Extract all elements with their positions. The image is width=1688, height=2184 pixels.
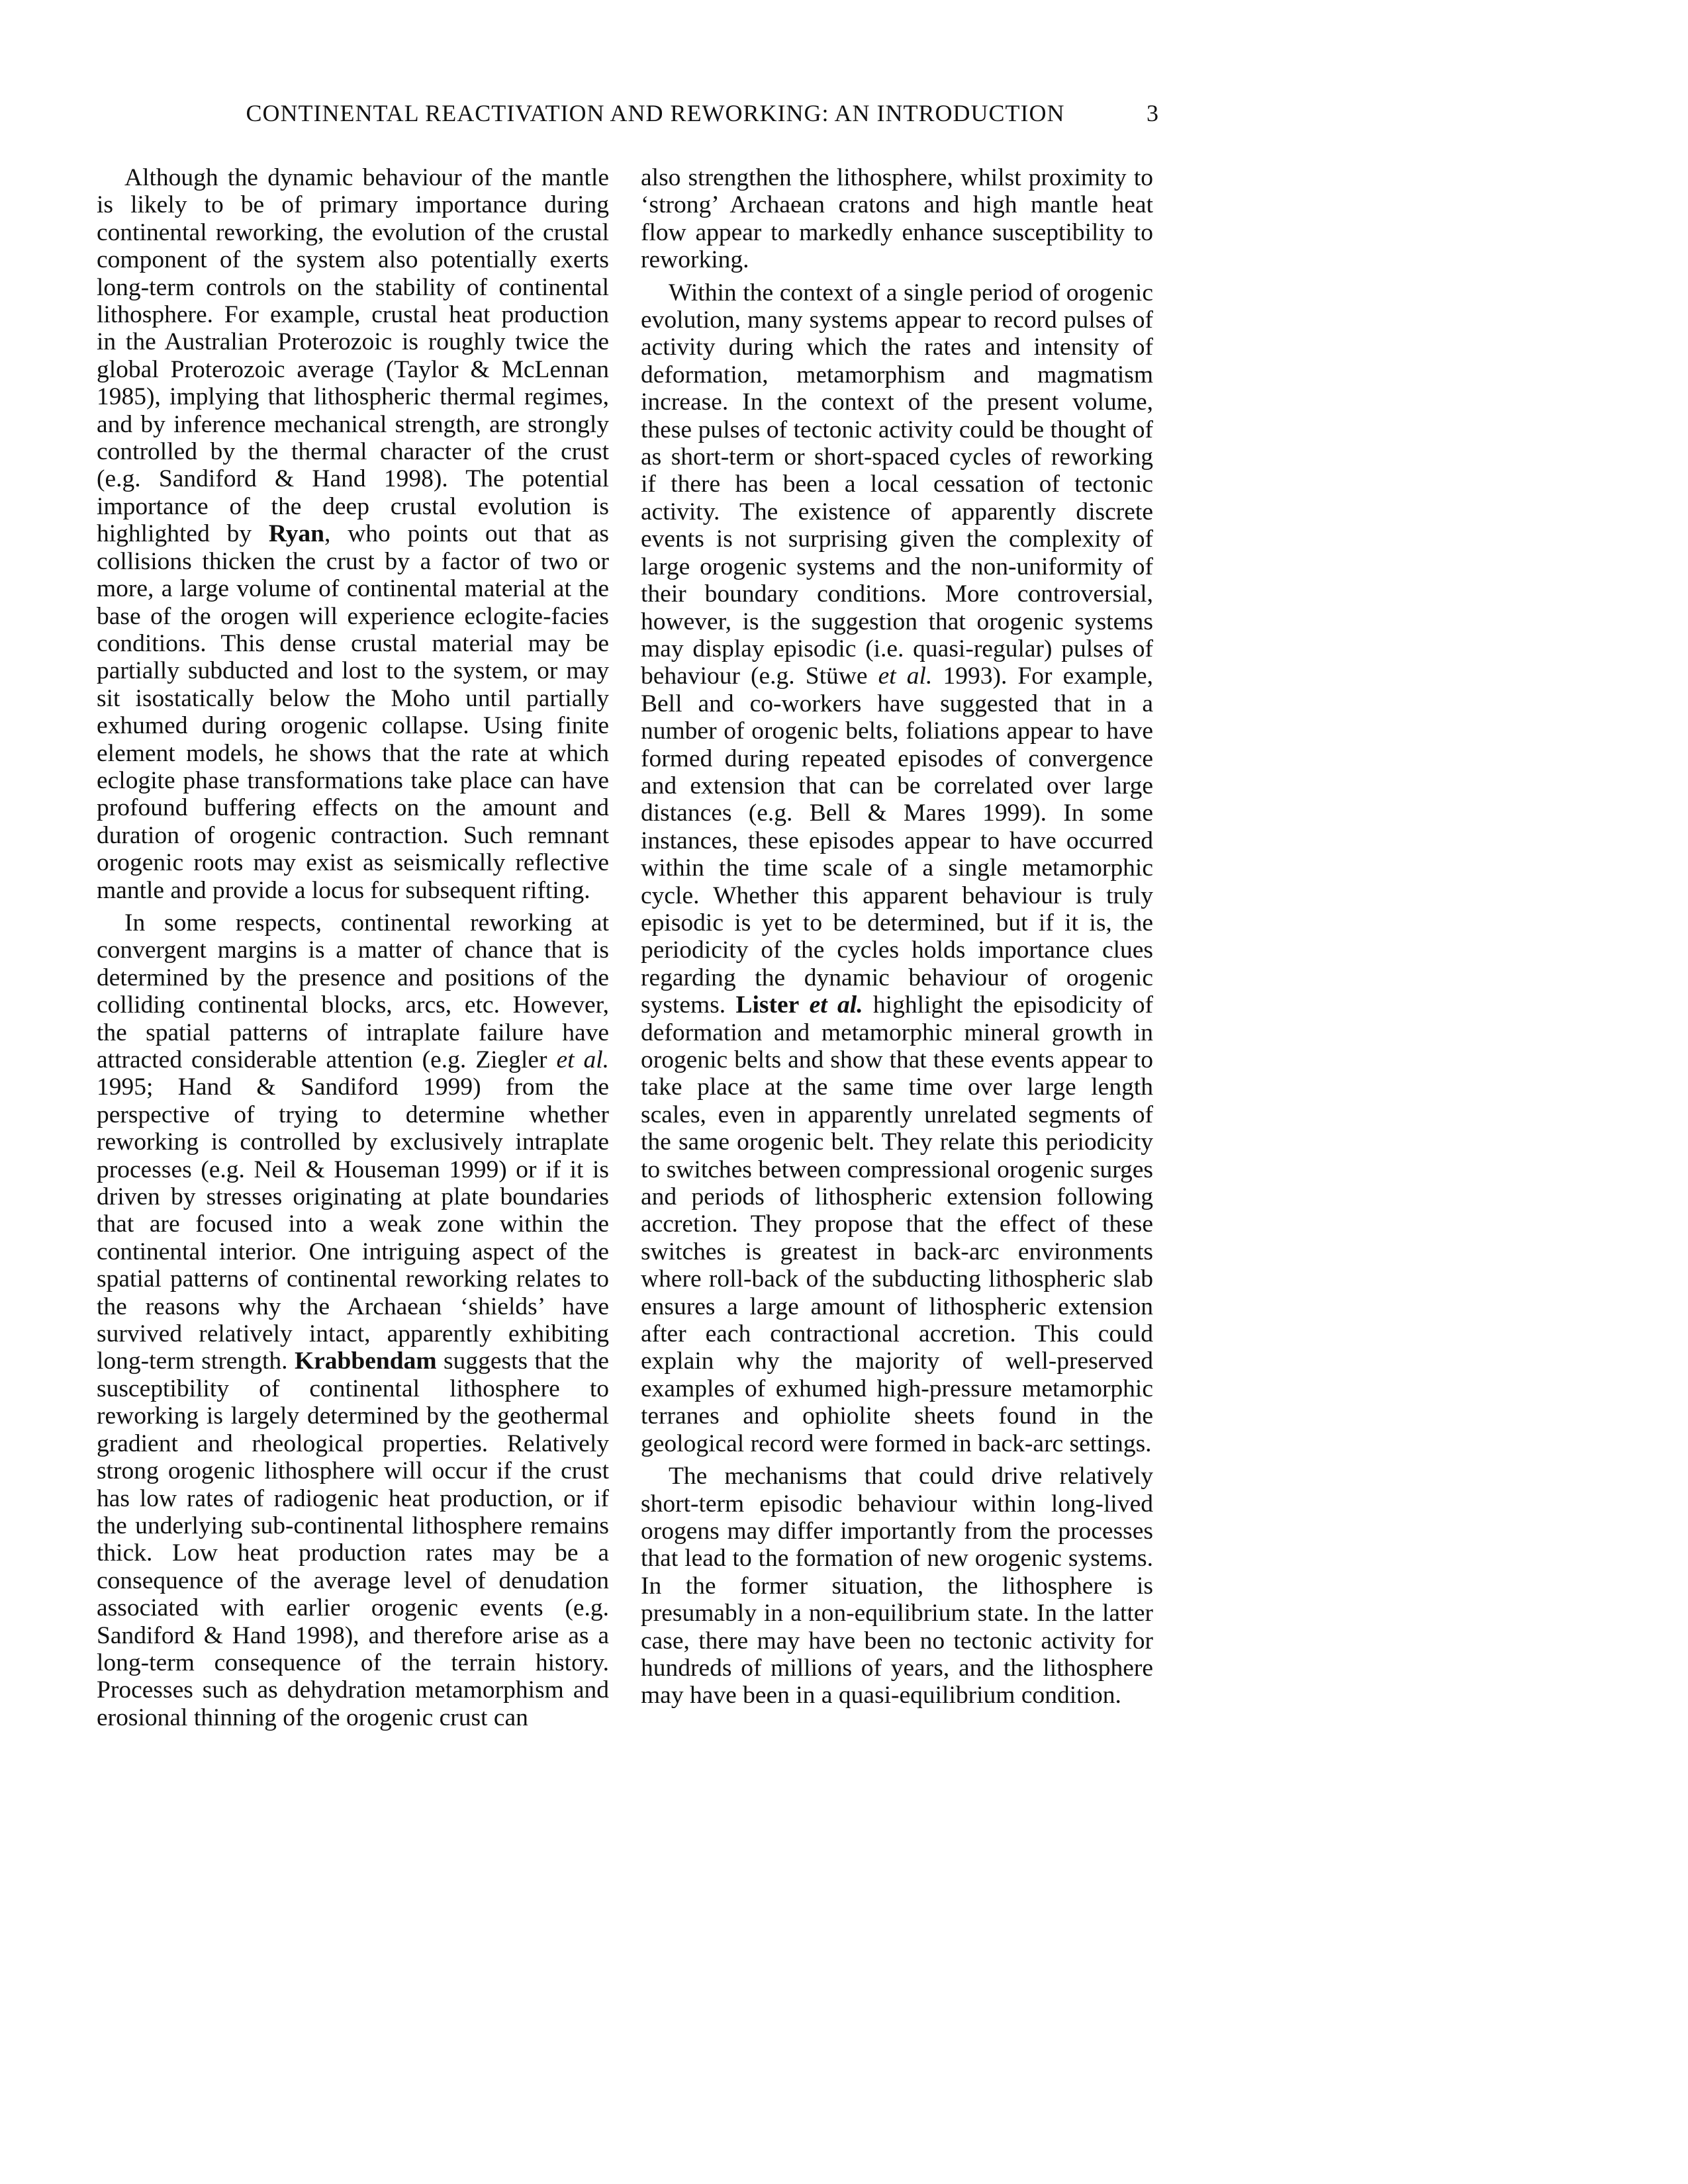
paragraph [97, 909, 609, 1731]
text-run: Within the context of a single period of orogenic evolution, many systems appear to record pulses of activity during which the rates and intensity of deformation, metamorphism and magmatism increase. In the context of the present volume, these pulses of tectonic activity could be thought of as short-term or short-spaced cycles of reworking if there has been a local cessation of tectonic activity. The existence of apparently discrete events is not surprising given the complexity of large orogenic systems and the non-uniformity of their boundary conditions. More controversial, however, is the suggestion that orogenic systems may display episodic (i.e. quasi-regular) pulses of behaviour (e.g. Stüwe [641, 279, 1153, 690]
author-et-al: et al. [809, 991, 863, 1019]
text-run: 1995; Hand & Sandiford 1999) from the perspective of trying to determine whether reworking is controlled by exclusively intraplate processes (e.g. Neil & Houseman 1999) or if it is driven by stresses originating at plate boundaries that are focused into a weak zone within the continental interior. One intriguing aspect of the spatial patterns of continental reworking relates to the reasons why the Archaean ‘shields’ have survived relatively intact, apparently exhibiting long-term strength. [97, 1073, 609, 1375]
et-al: et al. [878, 662, 933, 690]
right-column [641, 164, 1153, 1715]
text-run: Although the dynamic behaviour of the mantle is likely to be of primary importance during continental reworking, the evolution of the crustal component of the system also potentially exerts long-term controls on the stability of continental lithosphere. For example, crustal heat production in the Australian Proterozoic is roughly twice the global Proterozoic average (Taylor & McLennan 1985), implying that lithospheric thermal regimes, and by inference mechanical strength, are strongly controlled by the thermal character of the crust (e.g. Sandiford & Hand 1998). The potential importance of the deep crustal evolution is highlighted by [97, 164, 609, 548]
paragraph [641, 1463, 1153, 1709]
author-name: Krabbendam [294, 1347, 437, 1375]
author-name: Ryan [268, 520, 325, 548]
paragraph [97, 164, 609, 904]
text-run: The mechanisms that could drive relatively short-term episodic behaviour within long-lived orogens may differ importantly from the processes that lead to the formation of new orogenic systems. In the former situation, the lithosphere is presumably in a non-equilibrium state. In the latter case, there may have been no tectonic activity for hundreds of millions of years, and the lithosphere may have been in a quasi-equilibrium condition. [641, 1463, 1153, 1709]
text-run: , who points out that as collisions thicken the crust by a factor of two or more, a large volume of continental material at the base of the orogen will experience eclogite-facies conditions. This dense crustal material may be partially subducted and lost to the system, or may sit isostatically below the Moho until partially exhumed during orogenic collapse. Using finite element models, he shows that the rate at which eclogite phase transformations take place can have profound buffering effects on the amount and duration of orogenic contraction. Such remnant orogenic roots may exist as seismically reflective mantle and provide a locus for subsequent rifting. [97, 520, 609, 904]
paragraph-continued [641, 164, 1153, 274]
running-head-title: CONTINENTAL REACTIVATION AND REWORKING: AN INTRODUCTION [246, 100, 1065, 126]
text-run: suggests that the susceptibility of continental lithosphere to reworking is largely determined by the geothermal gradient and rheological properties. Relatively strong orogenic lithosphere will occur if the crust has low rates of radiogenic heat production, or if the underlying sub-continental lithosphere remains thick. Low heat production rates may be a consequence of the average level of denudation associated with earlier orogenic events (e.g. Sandiford & Hand 1998), and therefore arise as a long-term consequence of the terrain history. Processes such as dehydration metamorphism and erosional thinning of the orogenic crust can [97, 1347, 609, 1731]
et-al: et al. [556, 1046, 609, 1073]
text-run: also strengthen the lithosphere, whilst proximity to ‘strong’ Archaean cratons and high mantle heat flow appear to markedly enhance susceptibility to reworking. [641, 164, 1153, 274]
left-column [97, 164, 609, 1737]
page-number: 3 [1147, 100, 1158, 126]
text-run: highlight the episodicity of deformation and metamorphic mineral growth in orogenic belts and show that these events appear to take place at the same time over large length scales, even in apparently unrelated segments of the same orogenic belt. They relate this periodicity to switches between compressional orogenic surges and periods of lithospheric extension following accretion. They propose that the effect of these switches is greatest in back-arc environments where roll-back of the subducting lithospheric slab ensures a large amount of lithospheric extension after each contractional accretion. This could explain why the majority of well-preserved examples of exhumed high-pressure metamorphic terranes and ophiolite sheets found in the geological record were formed in back-arc settings. [641, 991, 1153, 1457]
paragraph [641, 279, 1153, 1457]
text-run: In some respects, continental reworking at convergent margins is a matter of chance that is determined by the presence and positions of the colliding continental blocks, arcs, etc. However, the spatial patterns of intraplate failure have attracted considerable attention (e.g. Ziegler [97, 909, 609, 1073]
author-name: Lister [735, 991, 800, 1019]
text-run: 1993). For example, Bell and co-workers have suggested that in a number of orogenic belts, foliations appear to have formed during repeated episodes of convergence and extension that can be correlated over large distances (e.g. Bell & Mares 1999). In some instances, these episodes appear to have occurred within the time scale of a single metamorphic cycle. Whether this apparent behaviour is truly episodic is yet to be determined, but if it is, the periodicity of the cycles holds importance clues regarding the dynamic behaviour of orogenic systems. [641, 662, 1154, 1019]
